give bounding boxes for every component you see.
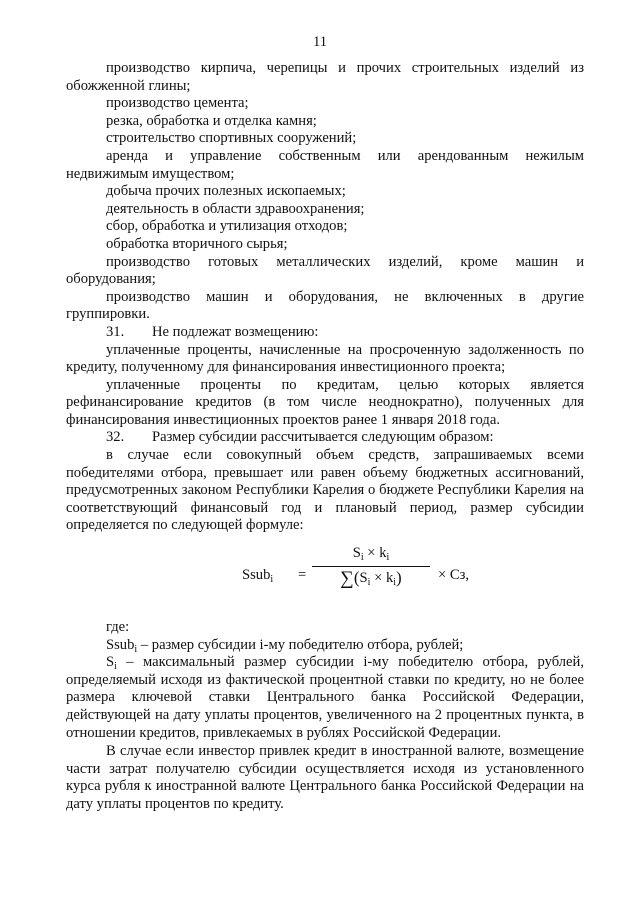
page-number: 11 [312, 34, 328, 50]
definition-ssub: Ssub$_i$ – размер субсидии i-му победителю отбора, рублей; [106, 636, 464, 655]
formula-tail: × Сз, [438, 567, 470, 584]
final-paragraph: В случае если инвестор привлек кредит в иностранной валюте, возмещение части затрат получателю субсидии осуществляется исходя из установленного курса рубля к иностранной валюте Центрального банка Российской Федерации на дату уплаты процентов по кредиту. [66, 743, 584, 812]
where-label: где: [106, 619, 130, 636]
item-31-heading [66, 324, 584, 342]
item-text: Размер субсидии рассчитывается следующим образом: [152, 429, 494, 446]
formula-lhs: Ssub$_i$ [242, 567, 274, 586]
item-number: 31. [106, 323, 125, 340]
formula-numerator: $S_i \times k_i$ [352, 545, 390, 564]
item-text: Не подлежат возмещению: [152, 323, 319, 340]
document-body [66, 60, 584, 814]
list-paragraph: производство кирпича, черепицы и прочих строительных изделий из обожженной глины; [66, 60, 584, 94]
item-32-heading [66, 429, 584, 447]
formula-denominator: $\sum(S_i \times k_i)$ [340, 568, 402, 590]
formula-equals: = [298, 567, 307, 584]
item-31-subitem: уплаченные проценты по кредитам, целью которых является рефинансирование кредитов (в том числе неоднократно), полученных для финансирования инвестиционных проектов ранее 1 января 2018 года. [66, 376, 584, 428]
item-number: 32. [106, 429, 125, 446]
list-paragraph: обработка вторичного сырья; [106, 235, 288, 252]
list-paragraph: резка, обработка и отделка камня; [106, 112, 317, 129]
list-paragraph: производство цемента; [106, 95, 249, 112]
item-32-case: в случае если совокупный объем средств, запрашиваемых всеми победителями отбора, превышает или равен объему бюджетных ассигнований, предусмотренных законом Республики Карелия о бюджете Республики Карелия на соответствующий финансовый год и плановый период, размер субсидии определяется по следующей формуле: [66, 447, 584, 534]
list-paragraph: производство машин и оборудования, не включенных в другие группировки. [66, 288, 584, 323]
formula-fraction [312, 545, 430, 591]
definition-s: $S_i$ – максимальный размер субсидии i-му победителю отбора, рублей, определяемый исходя из фактической процентной ставки по кредиту, но не более размера ключевой ставки Центрального банка Российской Федерации, действующей на дату уплаты процентов, увеличенного на 2 процентных пункта, в отношении кредитов, привлекаемых в рублях Российской Федерации. [66, 654, 584, 741]
list-paragraph: строительство спортивных сооружений; [106, 130, 357, 147]
subsidy-formula [66, 539, 584, 613]
item-31-subitem: уплаченные проценты, начисленные на просроченную задолженность по кредиту, полученному для финансирования инвестиционного проекта; [66, 341, 584, 376]
fraction-bar [312, 566, 430, 567]
list-paragraph: добыча прочих полезных ископаемых; [106, 183, 346, 200]
list-paragraph: деятельность в области здравоохранения; [106, 200, 365, 217]
list-paragraph: производство готовых металлических изделий, кроме машин и оборудования; [66, 253, 584, 288]
list-paragraph: аренда и управление собственным или арендованным нежилым недвижимым имуществом; [66, 147, 584, 182]
list-paragraph: сбор, обработка и утилизация отходов; [106, 218, 348, 235]
